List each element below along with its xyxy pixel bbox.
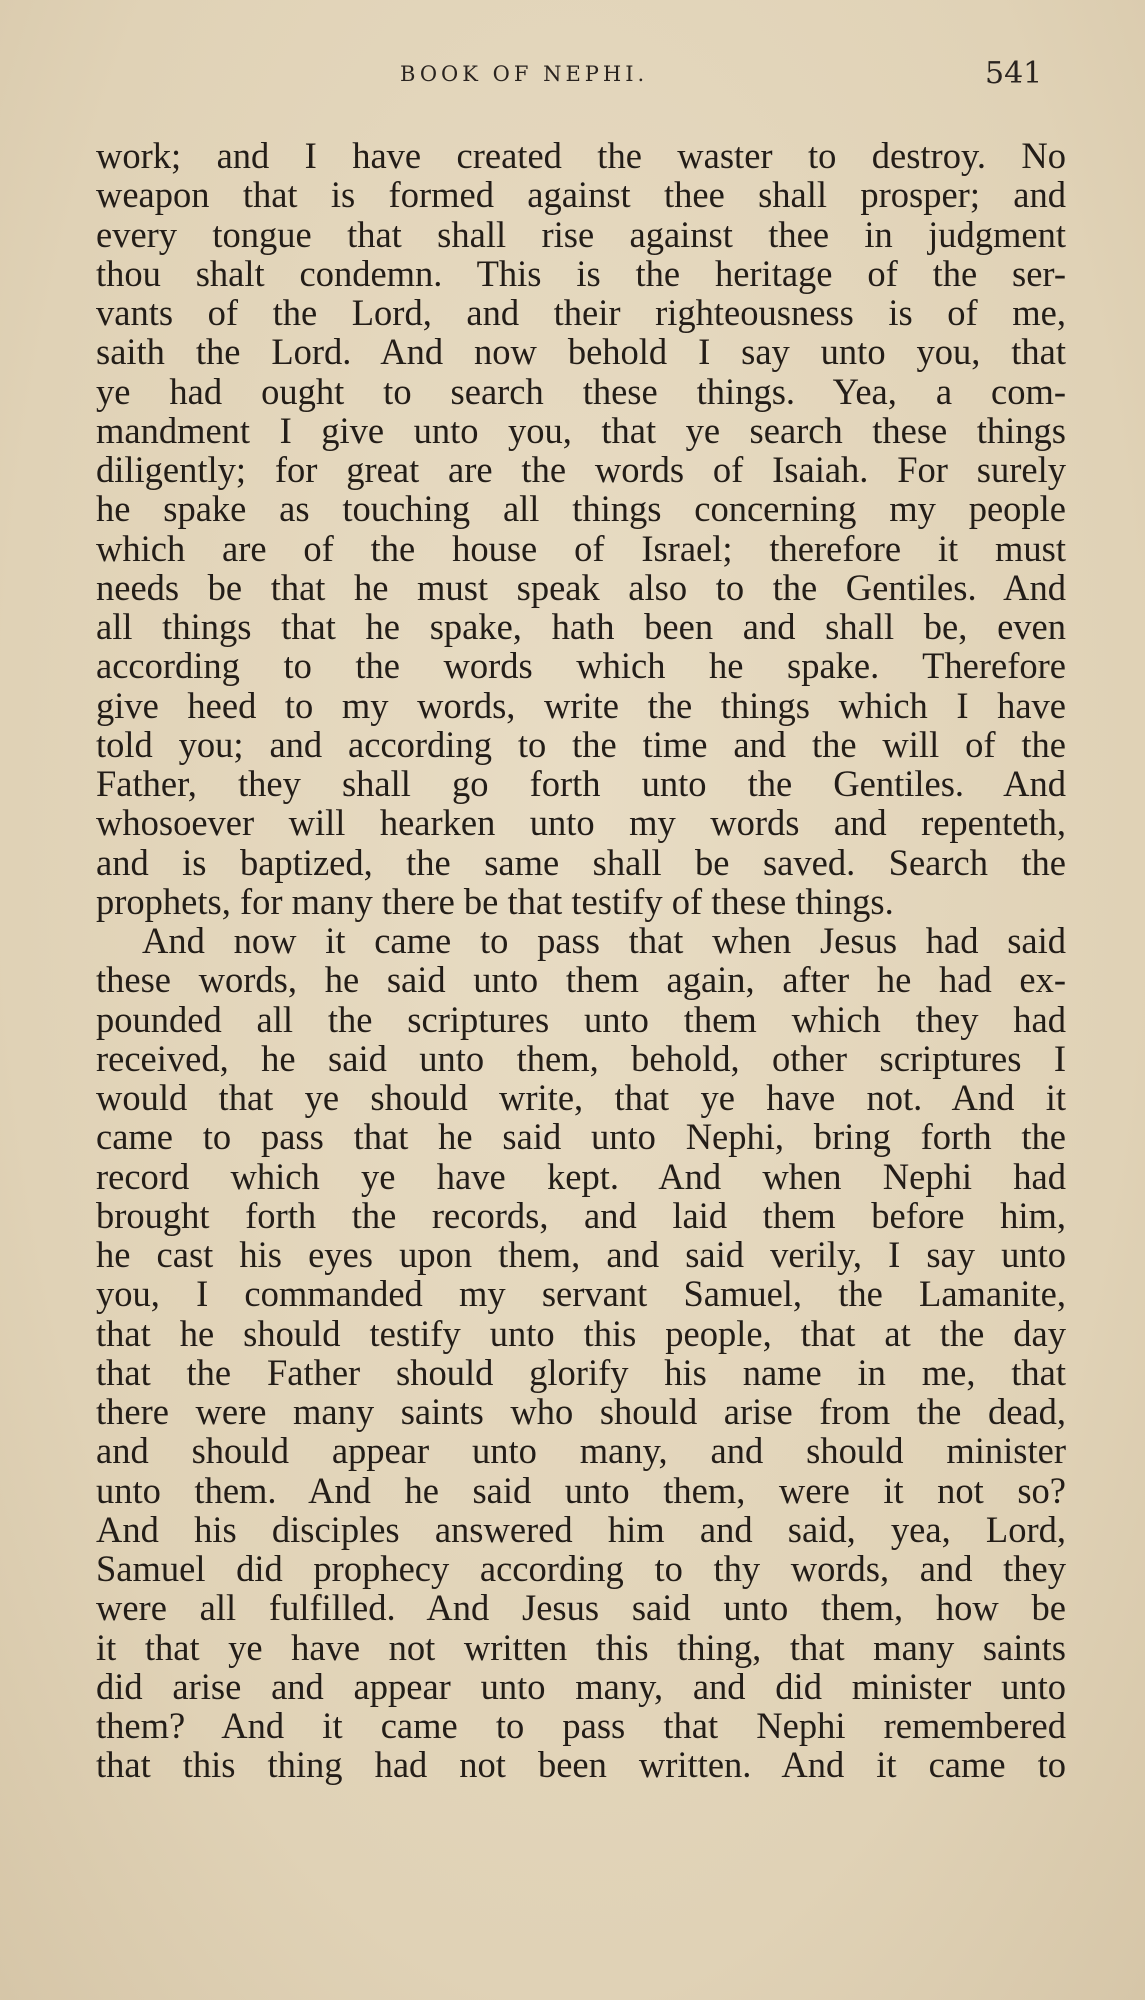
body-text bbox=[96, 136, 1066, 1785]
text-line: weapon that is formed against thee shall prosper; and bbox=[96, 174, 1066, 216]
text-line: record which ye have kept. And when Nephi had bbox=[96, 1155, 1066, 1197]
text-line: whosoever will hearken unto my words and repenteth, bbox=[96, 802, 1066, 844]
text-line: told you; and according to the time and the will of the bbox=[96, 723, 1066, 765]
text-line: vants of the Lord, and their righteousness is of me, bbox=[96, 292, 1066, 333]
text-line: brought forth the records, and laid them before him, bbox=[96, 1194, 1066, 1236]
text-line: and is baptized, the same shall be saved. Search the bbox=[96, 841, 1066, 883]
paragraph-end-line: prophets, for many there be that testify of these things. bbox=[96, 880, 894, 922]
text-line: Samuel did prophecy according to thy words, and they bbox=[96, 1548, 1066, 1589]
text-line: pounded all the scriptures unto them which they had bbox=[96, 998, 1066, 1040]
text-line: ye had ought to search these things. Yea, a com- bbox=[96, 370, 1066, 412]
text-line: it that ye have not written this thing, that many saints bbox=[96, 1626, 1066, 1668]
text-line: were all fulfilled. And Jesus said unto them, how be bbox=[96, 1587, 1066, 1629]
text-line: all things that he spake, hath been and shall be, even bbox=[96, 606, 1066, 647]
text-line: there were many saints who should arise from the dead, bbox=[96, 1391, 1066, 1432]
text-line: and should appear unto many, and should minister bbox=[96, 1430, 1066, 1472]
text-line: he cast his eyes upon them, and said verily, I say unto bbox=[96, 1234, 1066, 1275]
text-line: every tongue that shall rise against thee in judgment bbox=[96, 213, 1066, 255]
text-line: unto them. And he said unto them, were it not so? bbox=[96, 1469, 1066, 1511]
running-title: BOOK OF NEPHI. bbox=[400, 62, 649, 86]
text-line: these words, he said unto them again, after he had ex- bbox=[96, 959, 1066, 1001]
text-line: received, he said unto them, behold, other scriptures I bbox=[96, 1037, 1066, 1079]
text-line: did arise and appear unto many, and did minister unto bbox=[96, 1665, 1066, 1707]
page-number: 541 bbox=[985, 56, 1043, 91]
text-line: mandment I give unto you, that ye search these things bbox=[96, 409, 1066, 451]
text-line: according to the words which he spake. Therefore bbox=[96, 645, 1066, 687]
text-line: you, I commanded my servant Samuel, the Lamanite, bbox=[96, 1273, 1066, 1315]
text-line: Father, they shall go forth unto the Gentiles. And bbox=[96, 763, 1066, 804]
text-line: which are of the house of Israel; therefore it must bbox=[96, 527, 1066, 569]
text-line: work; and I have created the waster to destroy. No bbox=[96, 135, 1066, 176]
text-line: give heed to my words, write the things which I have bbox=[96, 684, 1066, 726]
text-line: that this thing had not been written. And it came to bbox=[96, 1744, 1066, 1786]
text-line: And his disciples answered him and said, yea, Lord, bbox=[96, 1508, 1066, 1550]
text-line: he spake as touching all things concerning my people bbox=[96, 488, 1066, 530]
text-line: that the Father should glorify his name in me, that bbox=[96, 1351, 1066, 1393]
text-line: them? And it came to pass that Nephi remembered bbox=[96, 1705, 1066, 1746]
paragraph-start-line: And now it came to pass that when Jesus had said bbox=[142, 920, 1066, 961]
text-line: that he should testify unto this people, that at the day bbox=[96, 1312, 1066, 1354]
text-line: would that ye should write, that ye have not. And it bbox=[96, 1077, 1066, 1118]
text-line: needs be that he must speak also to the Gentiles. And bbox=[96, 566, 1066, 608]
running-head bbox=[0, 56, 1145, 102]
text-line: saith the Lord. And now behold I say unto you, that bbox=[96, 331, 1066, 373]
text-line: diligently; for great are the words of Isaiah. For surely bbox=[96, 449, 1066, 490]
text-line: came to pass that he said unto Nephi, bring forth the bbox=[96, 1116, 1066, 1158]
text-line: thou shalt condemn. This is the heritage of the ser- bbox=[96, 252, 1066, 294]
